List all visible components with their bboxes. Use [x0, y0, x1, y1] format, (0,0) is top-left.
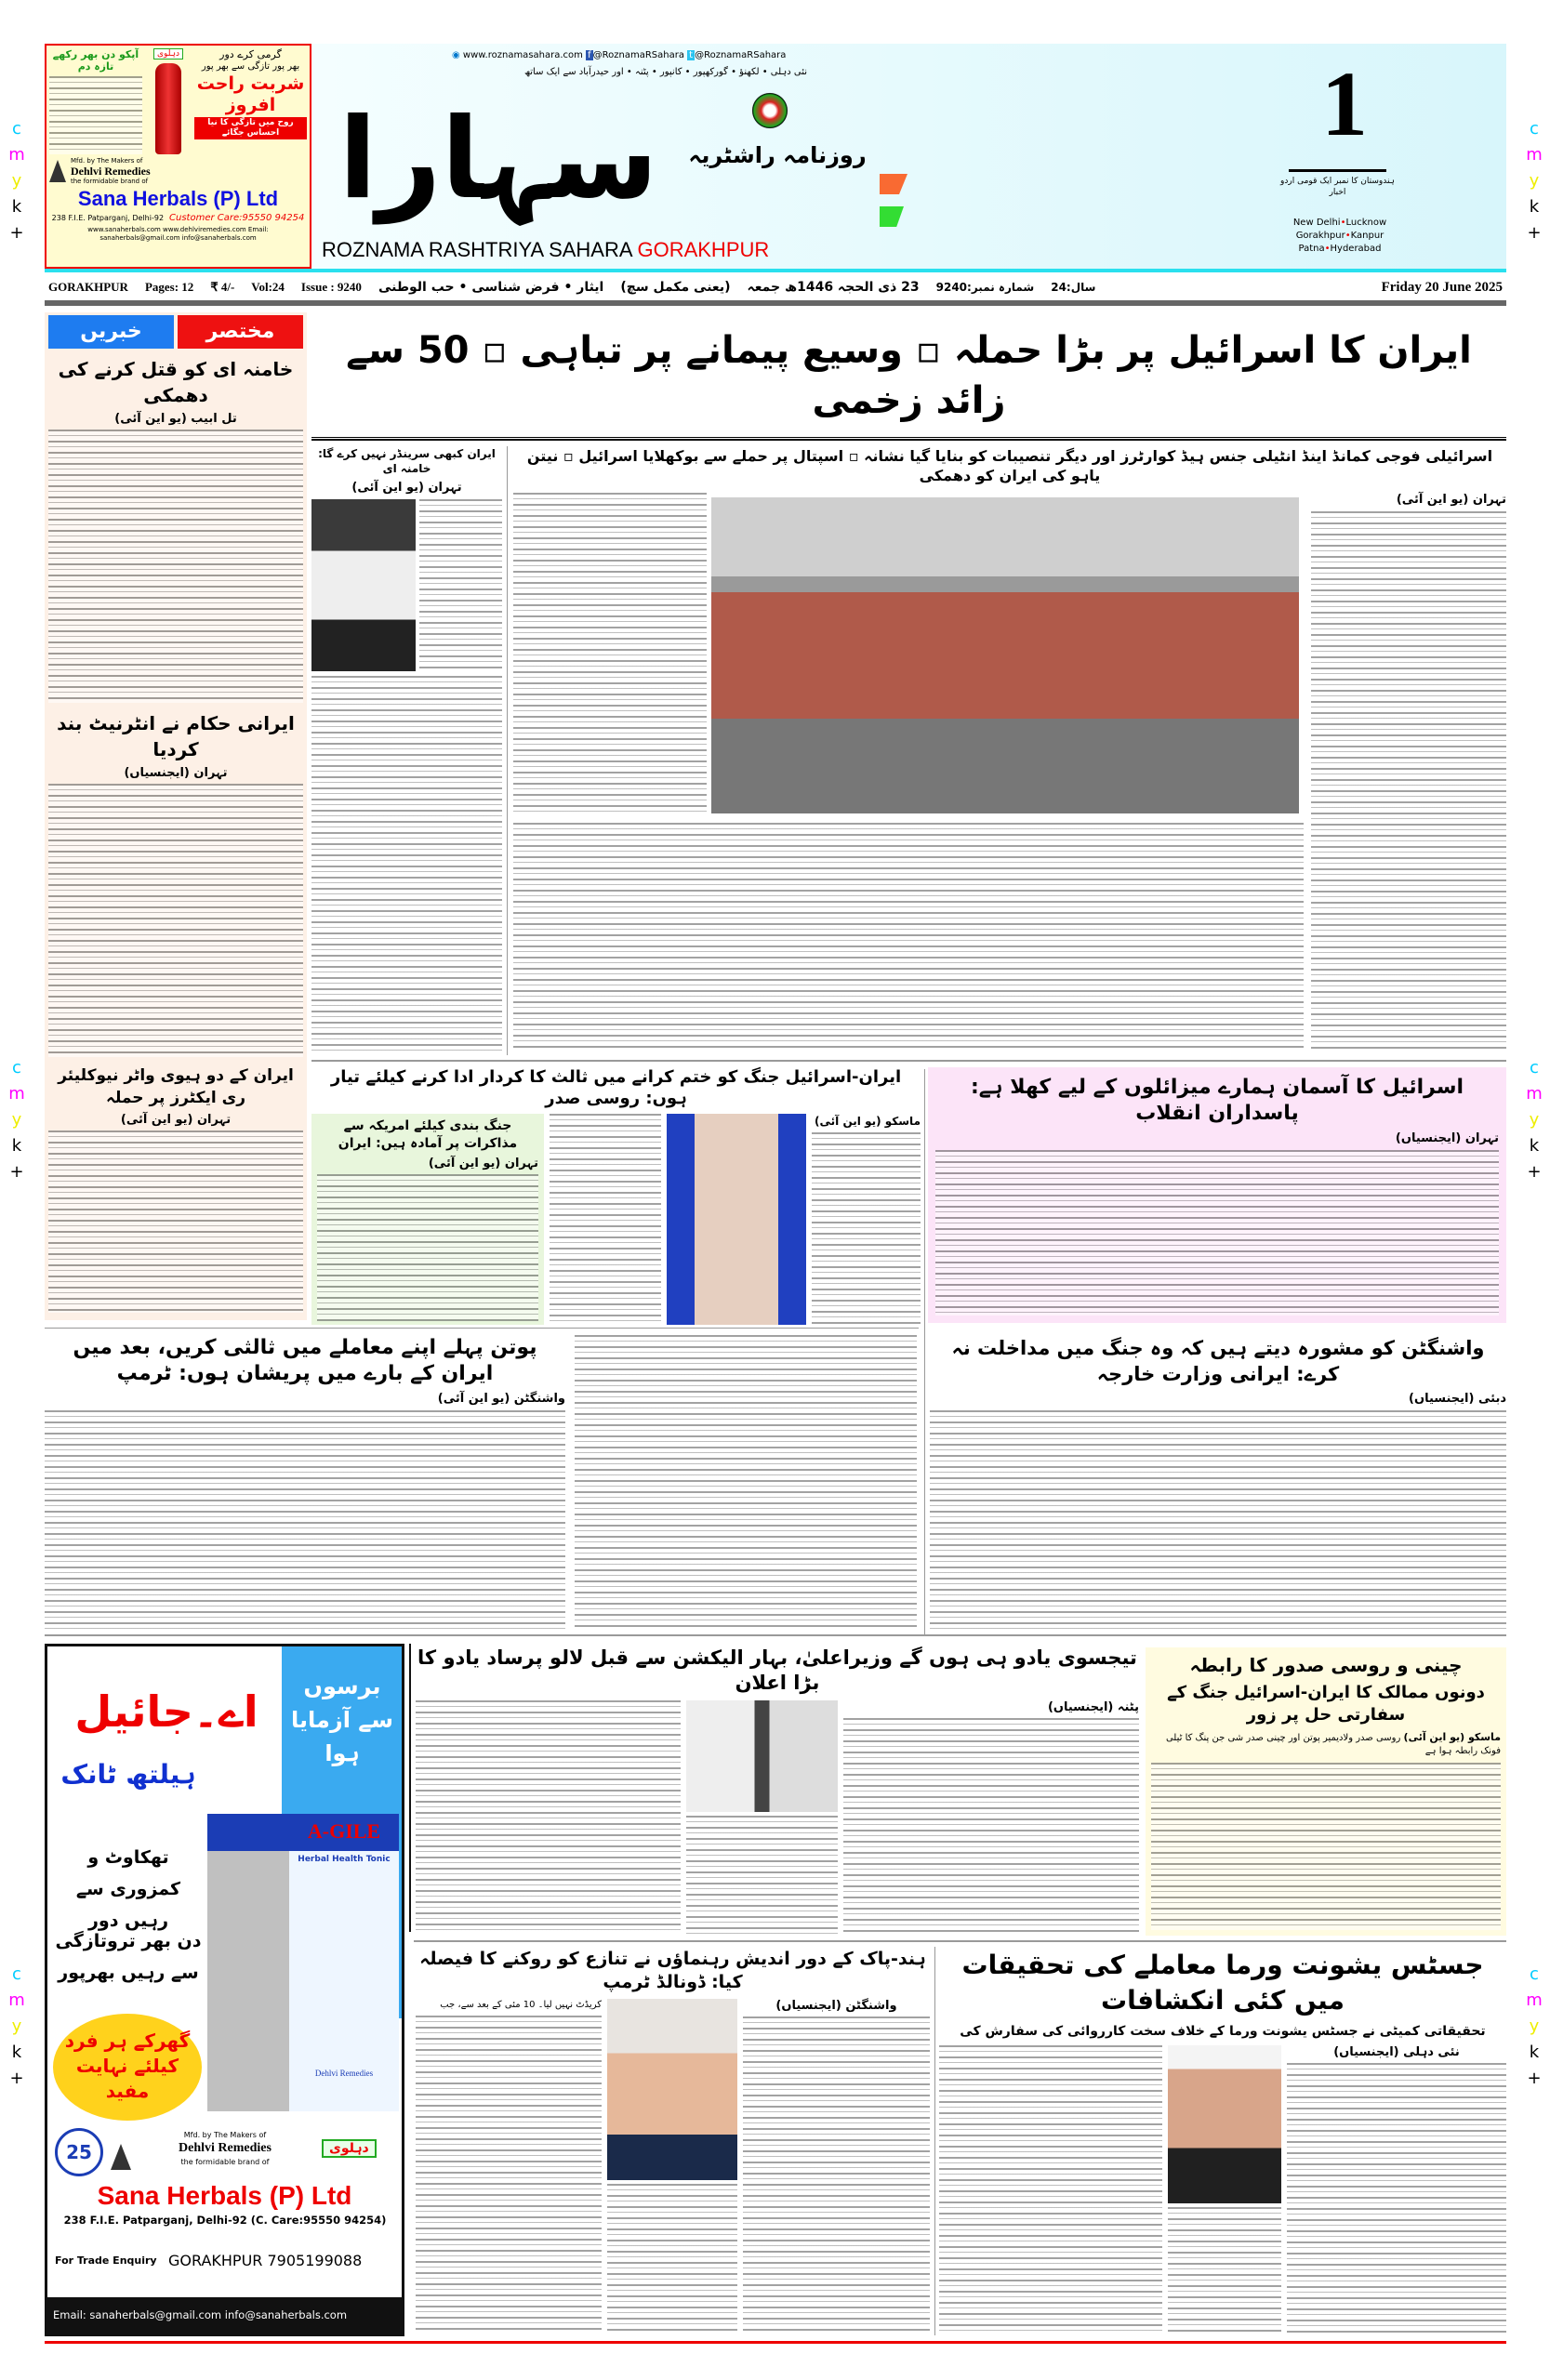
- lead-subhead: اسرائیلی فوجی کمانڈ اینڈ انٹیلی جنس ہیڈ کوارٹرز اور دیگر تنصیبات کو بنایا گیا نشانہ ▫ اسپتال پر حملے سے بوکھلایا اسرائیل ▫ نیتن یاہو کی ایران کو دھمکی: [526, 447, 1493, 484]
- bihar-dateline: پٹنہ (ایجنسیاں): [1047, 1700, 1139, 1714]
- indo-pak-body: [416, 2016, 602, 2334]
- cmyk-m: m: [1526, 145, 1543, 165]
- column-rule: [934, 1947, 935, 2335]
- trump-putin-story: [45, 1335, 565, 1629]
- ad-makers-block: [137, 2130, 313, 2167]
- masthead-subtitle: روزنامہ راشٹریہ: [688, 142, 867, 168]
- divider: [45, 1634, 1506, 1636]
- city: Hyderabad: [1330, 244, 1382, 254]
- dehlvi-badge: دہلوی: [153, 48, 183, 60]
- cmyk-marks-right-bottom: [1525, 1962, 1543, 2092]
- dateline-motto: ایثار • فرض شناسی • حب الوطنی: [378, 280, 604, 295]
- cmyk-plus: +: [1527, 223, 1542, 243]
- page-bottom-rule: [45, 2341, 1506, 2344]
- city: Patna: [1298, 244, 1325, 254]
- brief-headline[interactable]: خامنہ ای کو قتل کرنے کی دھمکی: [58, 358, 294, 406]
- brief-dateline: تہران (یو این آئی): [120, 1113, 232, 1127]
- indo-pak-body: [743, 2016, 930, 2334]
- sahara-logo: سہارا: [338, 95, 658, 224]
- ad-claim: تھکاوٹ و کمزوری سے رہیں دور: [75, 1847, 181, 1931]
- dateline-slogan: (یعنی مکمل سچ): [620, 280, 731, 295]
- trump-putin-headline[interactable]: پوتن پہلے اپنے معاملے میں ثالثی کریں، بعد میں ایران کے بارے میں پریشان ہوں: ٹرمپ: [73, 1336, 537, 1385]
- cmyk-y: y: [11, 171, 22, 191]
- box-dateline: تہران (یو این آئی): [428, 1157, 538, 1170]
- iran-fm-headline[interactable]: واشنگٹن کو مشورہ دیتے ہیں کہ وہ جنگ میں مداخلت نہ کرے: ایرانی وزارت خارجہ: [951, 1337, 1485, 1385]
- brief-dateline: تل ابیب (یو این آئی): [114, 412, 237, 426]
- dateline-pages: Pages: 12: [144, 280, 194, 294]
- cmyk-y: y: [11, 2016, 22, 2036]
- brief-headline[interactable]: ایران کے دو ہیوی واٹر نیوکلیئر ری ایکٹرز پر حملہ: [58, 1066, 294, 1107]
- editions-line: نئی دہلی • لکھنؤ • گورکھپور • کانپور • پٹنہ • اور حیدرآباد سے ایک ساتھ: [523, 67, 808, 77]
- 25-years-seal: 25: [55, 2128, 103, 2176]
- flag-saffron-stripe: [880, 174, 907, 194]
- cmyk-marks-left-top: [7, 116, 26, 246]
- cmyk-k: k: [1529, 1136, 1540, 1156]
- putin-photo: [667, 1114, 806, 1325]
- bihar-body: [843, 1718, 1139, 1934]
- ad-remedies: Dehlvi Remedies: [71, 165, 151, 178]
- box-headline[interactable]: جنگ بندی کیلئے امریکہ سے مذاکرات پر آمادہ ہیں: ایران: [338, 1118, 518, 1151]
- ad-claim2: دن بھر تروتازگی سے رہیں بھرپور: [55, 1931, 202, 1983]
- verma-story: [939, 1948, 1506, 2334]
- cmyk-plus: +: [1527, 2069, 1542, 2088]
- dateline-date: Friday 20 June 2025: [1381, 279, 1503, 295]
- brief-body: [48, 1130, 303, 1313]
- dateline-strip: [45, 275, 1506, 299]
- iran-fm-story: [930, 1335, 1506, 1629]
- indo-pak-body: [607, 2184, 737, 2334]
- ad-address: 238 F.I.E. Patparganj, Delhi-92: [51, 214, 165, 222]
- lead-body: [513, 823, 1304, 1051]
- masthead: [312, 44, 1506, 269]
- justice-verma-photo: [1168, 2045, 1281, 2203]
- facebook-icon: f: [588, 50, 591, 60]
- cmyk-marks-left-mid: [7, 1055, 26, 1185]
- dateline-city: GORAKHPUR: [48, 280, 128, 294]
- iran-fm-body: [930, 1410, 1506, 1629]
- irgc-body: [935, 1150, 1499, 1316]
- trade-phone[interactable]: GORAKHPUR 7905199088: [168, 2252, 363, 2269]
- masthead-rule: [45, 269, 1506, 272]
- edition-cities: New Delhi•Lucknow Gorakhpur•Kanpur Patna•Hyderabad: [1292, 218, 1387, 254]
- box-maker: Dehlvi Remedies: [314, 2069, 374, 2078]
- ad-company: Sana Herbals (P) Ltd: [77, 187, 279, 210]
- cmyk-m: m: [1526, 1990, 1543, 2010]
- bihar-story: [416, 1646, 1139, 1934]
- ad-top-row: [49, 48, 307, 154]
- brief-body: [48, 430, 303, 703]
- lead-right-column: [1311, 493, 1506, 1051]
- divider: [1289, 169, 1386, 172]
- cmyk-m: m: [8, 145, 25, 165]
- cmyk-y: y: [1529, 2016, 1540, 2036]
- china-russia-kicker: چینی و روسی صدور کا رابطہ: [1189, 1654, 1463, 1676]
- putin-dateline: ماسکو (یو این آئی): [815, 1115, 921, 1128]
- verma-body: [939, 2045, 1162, 2334]
- ad-makers: Mfd. by The Makers of: [71, 157, 143, 165]
- column-rule: [507, 446, 508, 1055]
- masthead-english-name: [322, 237, 769, 263]
- twitter-icon: t: [689, 50, 694, 60]
- city: Gorakhpur: [1295, 231, 1345, 241]
- ad-remedies: Dehlvi Remedies: [179, 2141, 272, 2155]
- cmyk-y: y: [11, 1110, 22, 1130]
- putin-body: [550, 1114, 661, 1325]
- ad-email[interactable]: Email: sanaherbals@gmail.com info@sanaherbals.com: [47, 2297, 402, 2334]
- box-body: [317, 1174, 538, 1321]
- name-en: ROZNAMA RASHTRIYA SAHARA: [322, 238, 632, 261]
- brief-label-short: مختصر: [178, 315, 303, 349]
- putin-story: [311, 1066, 921, 1325]
- side-story-title[interactable]: ایران کبھی سرینڈر نہیں کرے گا: خامنہ ای: [318, 447, 496, 475]
- column-rule: [924, 1069, 925, 1636]
- side-story: [311, 446, 502, 1051]
- cmyk-k: k: [1529, 197, 1540, 217]
- sharbat-bottle-image: [155, 63, 181, 154]
- ad-body-text: [49, 76, 142, 154]
- trade-label: For Trade Enquiry: [55, 2254, 157, 2267]
- cmyk-plus: +: [9, 223, 24, 243]
- side-body: [419, 499, 502, 671]
- ad-makers-row: [49, 157, 307, 185]
- ad-tag: برسوں سے آزمایا ہوا: [291, 1673, 393, 1766]
- lead-body: [1311, 511, 1506, 1051]
- bihar-body: [686, 1816, 838, 1934]
- city: Lucknow: [1345, 218, 1387, 228]
- china-russia-lede: روسی صدر ولادیمیر پوتن اور چینی صدر شی جن پنگ کا ٹیلی فونک رابطہ ہوا ہے: [1165, 1733, 1501, 1756]
- lead-body: [513, 493, 707, 813]
- side-body: [311, 676, 502, 1051]
- ad-contact-row: [49, 213, 307, 223]
- cmyk-c: c: [12, 1058, 21, 1078]
- top-advertisement[interactable]: [45, 44, 311, 269]
- cmyk-c: c: [1530, 1964, 1539, 1984]
- iran-fm-dateline: دبئی (ایجنسیاں): [1409, 1392, 1506, 1406]
- brief-news-column: [45, 312, 307, 1320]
- ad-product: اے۔جائیل: [74, 1686, 258, 1737]
- verma-subhead: تحقیقاتی کمیٹی نے جسٹس یشونت ورما کے خلاف سخت کارروائی کی سفارش کی: [960, 2024, 1486, 2039]
- irgc-headline[interactable]: اسرائیل کا آسمان ہمارے میزائلوں کے لیے کھلا ہے: پاسداران انقلاب: [970, 1076, 1464, 1125]
- trump-putin-dateline: واشنگٹن (یو این آئی): [437, 1392, 565, 1406]
- cmyk-c: c: [1530, 1058, 1539, 1078]
- ad-formidable: the formidable brand of: [180, 2158, 270, 2166]
- box-brand: A-GILE: [307, 1819, 381, 1843]
- indo-pak-story: [416, 1948, 930, 2334]
- verma-dateline: نئی دہلی (ایجنسیاں): [1333, 2045, 1460, 2059]
- ad-product-name: شربت راحت افروز: [196, 73, 305, 115]
- divider: [414, 1940, 1506, 1942]
- divider: [45, 1328, 919, 1329]
- cmyk-y: y: [1529, 1110, 1540, 1130]
- agile-box-side: [207, 1814, 289, 2111]
- agile-advertisement[interactable]: [45, 1644, 404, 2336]
- ad-tag: آپکو دن بھر رکھے تازہ دم: [52, 48, 139, 73]
- lead-dateline: تہران (یو این آئی): [1396, 493, 1506, 507]
- ad-care: Customer Care:95550 94254: [169, 213, 305, 223]
- iran-talks-box: [311, 1114, 544, 1325]
- ad-company: Sana Herbals (P) Ltd: [97, 2181, 352, 2210]
- column-rule: [409, 1644, 411, 1932]
- city: Kanpur: [1350, 231, 1384, 241]
- attack-site-photo: [711, 497, 1299, 813]
- ad-formidable: the formidable brand of: [71, 178, 149, 185]
- cmyk-k: k: [11, 2043, 22, 2062]
- dehlvi-badge: دہلوی: [322, 2139, 377, 2158]
- putin-body: [812, 1132, 921, 1325]
- twitter-handle[interactable]: @RoznamaRSahara: [695, 50, 787, 60]
- trump-putin-body: [45, 1410, 565, 1629]
- number-one-emblem: 1: [1321, 52, 1368, 155]
- brief-headline[interactable]: ایرانی حکام نے انٹرنیٹ بند کردیا: [57, 712, 295, 760]
- facebook-handle[interactable]: @RoznamaRSahara: [592, 50, 684, 60]
- trump-photo: [607, 1999, 737, 2180]
- ad-line: بھر پور تازگی سے بھر پور: [201, 61, 300, 72]
- dateline-issue-urdu: شمارہ نمبر:9240: [935, 281, 1035, 294]
- ad-tag2: گرمی کرے دور: [219, 48, 282, 60]
- dateline-issue: Issue : 9240: [300, 280, 362, 294]
- cmyk-c: c: [12, 1964, 21, 1984]
- ad-makers: Mfd. by The Makers of: [183, 2131, 267, 2139]
- china-russia-body: [1151, 1763, 1501, 1930]
- indo-pak-headline[interactable]: ہند-پاک کے دور اندیش رہنماؤں نے تنازع کو روکنے کا فیصلہ کیا: ڈونالڈ ٹرمپ: [419, 1949, 926, 1992]
- trump-putin-body: [575, 1335, 917, 1627]
- china-russia-dateline: ماسکو (یو این آئی): [1403, 1731, 1501, 1743]
- ship-logo-icon: [49, 160, 66, 182]
- putin-headline[interactable]: ایران-اسرائیل جنگ کو ختم کرانے میں ثالث کا کردار ادا کرنے کیلئے تیار ہوں: روسی صدر: [330, 1067, 902, 1108]
- china-russia-box: [1146, 1647, 1506, 1936]
- header-bar: [45, 300, 1506, 306]
- edition-city: GORAKHPUR: [637, 238, 770, 261]
- sun-emblem-icon: [749, 90, 790, 131]
- city: New Delhi: [1292, 218, 1341, 228]
- cmyk-m: m: [1526, 1084, 1543, 1104]
- cmyk-y: y: [1529, 171, 1540, 191]
- bihar-body: [416, 1700, 681, 1934]
- ship-logo-icon: [111, 2144, 131, 2170]
- brief-label-news: خبریں: [48, 315, 174, 349]
- divider: [311, 1060, 1506, 1062]
- headline-rule: [311, 437, 1506, 441]
- box-sub: Herbal Health Tonic: [298, 1855, 391, 1864]
- verma-body: [1287, 2063, 1506, 2334]
- flag-green-stripe: [880, 206, 904, 227]
- ad-badge: گھرکے ہر فرد کیلئے نہایت مفید: [53, 2014, 202, 2121]
- dateline-hijri: 23 ذی الحجہ 1446ھ جمعہ: [747, 280, 920, 295]
- cmyk-m: m: [8, 1990, 25, 2010]
- dateline-year: سال:24: [1051, 281, 1096, 294]
- website-link[interactable]: www.roznamasahara.com: [462, 50, 583, 60]
- dateline-price: ₹ 4/-: [210, 280, 235, 294]
- irgc-story-box: [928, 1067, 1506, 1323]
- cmyk-plus: +: [1527, 1162, 1542, 1182]
- lalu-tejashwi-photo: [686, 1700, 838, 1812]
- indo-pak-lede: کریڈٹ نہیں لیا۔ 10 مئی کے بعد سے، جب: [440, 2000, 602, 2010]
- brief-dateline: تہران (ایجنسیاں): [124, 766, 228, 780]
- indo-pak-dateline: واشنگٹن (ایجنسیاں): [775, 1999, 897, 2013]
- khamenei-photo: [311, 499, 416, 671]
- dateline-vol: Vol:24: [251, 280, 285, 294]
- cmyk-k: k: [1529, 2043, 1540, 2062]
- lead-headline[interactable]: ایران کا اسرائیل پر بڑا حملہ ▫ وسیع پیمانے پر تباہی ▫ 50 سے زائد زخمی: [346, 329, 1472, 422]
- brief-body: [48, 784, 303, 1057]
- ad-type: ہیلتھ ٹانک: [60, 1759, 196, 1790]
- cmyk-c: c: [12, 119, 21, 139]
- cmyk-k: k: [11, 1136, 22, 1156]
- verma-headline[interactable]: جسٹس یشونت ورما معاملے کی تحقیقات میں کئی انکشافات: [961, 1950, 1484, 2016]
- cmyk-k: k: [11, 197, 22, 217]
- cmyk-marks-right-top: [1525, 116, 1543, 246]
- agile-box-front: [289, 1814, 399, 2111]
- globe-icon: ◉: [452, 50, 460, 60]
- ad-address: 238 F.I.E. Patparganj, Delhi-92 (C. Care:95550 94254): [63, 2214, 387, 2227]
- cmyk-marks-right-mid: [1525, 1055, 1543, 1185]
- social-links: [452, 49, 786, 62]
- china-russia-headline[interactable]: دونوں ممالک کا ایران-اسرائیل جنگ کے سفارتی حل پر زور: [1167, 1683, 1485, 1725]
- verma-body: [1168, 2207, 1281, 2334]
- cmyk-marks-left-bottom: [7, 1962, 26, 2092]
- cmyk-c: c: [1530, 119, 1539, 139]
- masthead-tagline: ہندوستان کا نمبر ایک قومی اردو اخبار: [1280, 177, 1395, 197]
- cmyk-plus: +: [9, 1162, 24, 1182]
- cmyk-plus: +: [9, 2069, 24, 2088]
- ad-web[interactable]: www.sanaherbals.com www.dehlviremedies.com Email: sanaherbals@gmail.com info@sanaherbals.com: [87, 226, 269, 242]
- irgc-dateline: تہران (ایجنسیاں): [1395, 1131, 1499, 1145]
- side-dateline: تہران (یو این آئی): [351, 481, 462, 495]
- ad-banner: روح میں تازگی کا نیا احساس جگائے: [194, 117, 307, 139]
- bihar-headline[interactable]: تیجسوی یادو ہی ہوں گے وزیراعلیٰ، بہار الیکشن سے قبل لالو پرساد یادو کا بڑا اعلان: [417, 1646, 1137, 1694]
- cmyk-m: m: [8, 1084, 25, 1104]
